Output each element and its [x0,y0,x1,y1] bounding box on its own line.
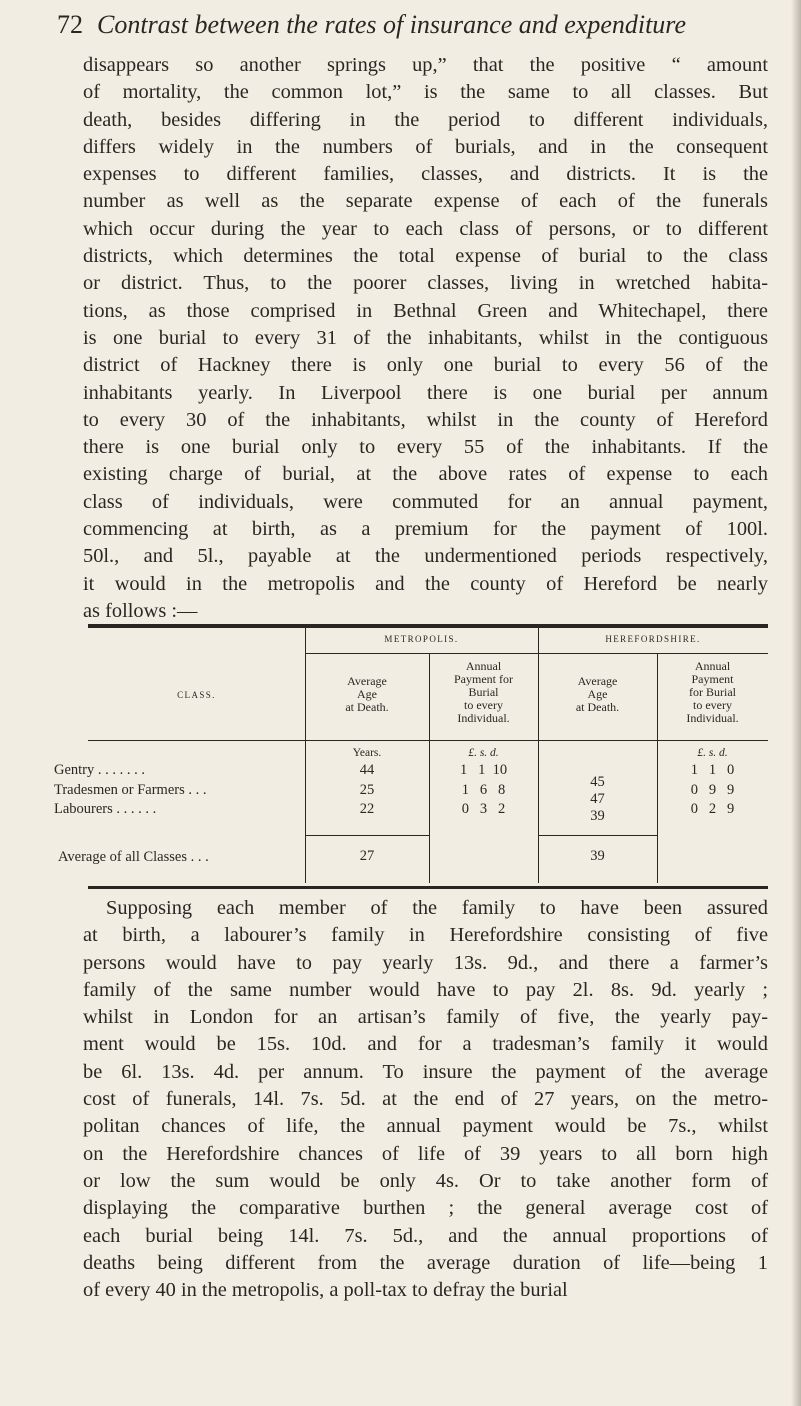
text-line: on the Herefordshire chances of life of 39 years to all born high [83,1142,768,1165]
text-line: displaying the comparative burthen ; the general average cost of [83,1197,768,1220]
text-line: cost of funerals, 14l. 7s. 5d. at the end of 27 years, on the metro- [83,1088,768,1111]
units-years: Years. [352,747,382,759]
class-header: CLASS. [177,690,216,700]
text-line: districts, which determines the total expense of burial to the class [83,245,768,268]
cell-her-age: 39 [590,808,605,824]
cell-met-pay: 0 3 2 [461,801,506,817]
text-line: ment would be 15s. 10d. and for a tradesman’s family it would [83,1033,768,1056]
col-header-line: Payment [691,672,734,686]
col-header-line: Age [357,687,377,701]
units-lsd-metropolis: £. s. d. [468,747,499,759]
text-line: number as well as the separate expense of each of the funerals [83,190,768,213]
col-header-line: at Death. [575,700,620,714]
col-header-line: Burial [468,685,499,699]
col-header-line: to every [693,698,732,712]
cell-her-age: 47 [590,791,605,807]
burial-cost-table [54,624,768,889]
cell-her-pay: 0 2 9 [690,801,735,817]
text-line: whilst in London for an artisan’s family of five, the yearly pay- [83,1006,768,1029]
table-top-inner-rule [88,627,768,628]
row-class-labourers: Labourers . . . . . . [54,801,157,817]
text-line: 50l., and 5l., payable at the undermentioned periods respectively, [83,545,768,568]
text-line: there is one burial only to every 55 of the inhabitants. If the [83,436,768,459]
text-line: expenses to different families, classes, and districts. It is the [83,163,768,186]
text-line: each burial being 14l. 7s. 5d., and the annual proportions of [83,1224,768,1247]
text-line: deaths being different from the average duration of life—being 1 [83,1251,768,1274]
text-line: tions, as those comprised in Bethnal Green and Whitechapel, there [83,299,768,322]
col-header-line: Annual [694,659,731,673]
text-line: as follows :— [83,599,198,622]
text-line: politan chances of life, the annual payment would be 7s., whilst [83,1115,768,1138]
row-class-tradesmen: Tradesmen or Farmers . . . [54,782,207,798]
col-header-avg-age-metropolis [305,675,429,714]
text-line: it would in the metropolis and the county of Hereford be nearly [83,572,768,595]
cell-met-pay: 1 6 8 [461,782,506,798]
text-line: of every 40 in the metropolis, a poll-tax to defray the burial [83,1279,568,1302]
text-line: persons would have to pay yearly 13s. 9d., and there a farmer’s [83,951,768,974]
text-line: commencing at birth, as a premium for the payment of 100l. [83,518,768,541]
col-header-line: at Death. [345,700,389,714]
table-rule [538,835,657,836]
cell-her-age: 45 [590,774,605,790]
col-header-annual-payment-metropolis [429,660,538,725]
cell-her-avg-age: 39 [590,848,605,864]
col-header-line: Age [587,687,608,701]
text-line: which occur during the year to each class of persons, or to different [83,217,768,240]
col-header-line: for Burial [689,685,736,699]
col-header-line: Average [347,674,387,688]
text-line: family of the same number would have to pay 2l. 8s. 9d. yearly ; [83,978,768,1001]
col-header-line: Individual. [686,711,739,725]
running-head [57,9,777,41]
table-divider [538,627,539,883]
text-line: death, besides differing in the period to different individuals, [83,108,768,131]
paragraph-1 [83,52,768,625]
col-header-annual-payment-hereford [657,660,768,725]
text-line: class of individuals, were commuted for an annual payment, [83,490,768,513]
col-header-avg-age-hereford [538,675,657,714]
col-header-line: Annual [465,659,502,673]
cell-her-pay: 0 9 9 [690,782,735,798]
cell-met-pay: 1 1 10 [459,762,508,778]
metropolis-header: METROPOLIS. [384,634,459,644]
text-line: of mortality, the common lot,” is the same to all classes. But [83,81,768,104]
herefordshire-header: HEREFORDSHIRE. [605,634,701,644]
text-line: or low the sum would be only 4s. Or to take another form of [83,1169,768,1192]
text-line: disappears so another springs up,” that the positive “ amount [83,54,768,76]
row-class-average: Average of all Classes . . . [58,849,209,865]
cell-met-age: 25 [359,782,375,798]
table-rule [305,653,768,654]
cell-met-avg-age: 27 [359,848,375,864]
col-header-line: to every [464,698,503,712]
units-lsd-hereford: £. s. d. [697,747,728,759]
text-line: existing charge of burial, at the above rates of expense to each [83,463,768,486]
col-header-line: Average [577,674,618,688]
text-line: be 6l. 13s. 4d. per annum. To insure the payment of the average [83,1060,768,1083]
text-line: is one burial to every 31 of the inhabitants, whilst in the contiguous [83,326,768,349]
table-rule [88,740,768,741]
text-line: at birth, a labourer’s family in Herefordshire consisting of five [83,924,768,947]
paragraph-2 [83,895,768,1304]
row-class-gentry: Gentry . . . . . . . [54,762,146,778]
page-edge-shadow [791,0,801,1406]
cell-met-age: 22 [359,801,375,817]
text-line: district of Hackney there is only one burial to every 56 of the [83,354,768,377]
col-header-line: Individual. [457,711,510,725]
page-number: 72 [57,10,83,39]
table-rule [305,835,429,836]
text-line: to every 30 of the inhabitants, whilst in the county of Hereford [83,408,768,431]
col-header-line: Payment for [454,672,513,686]
cell-met-age: 44 [359,762,375,778]
text-line: differs widely in the numbers of burials, and in the consequent [83,135,768,158]
text-line: Supposing each member of the family to have been assured [106,897,768,919]
cell-her-pay: 1 1 0 [690,762,735,778]
text-line: inhabitants yearly. In Liverpool there is one burial per annum [83,381,768,404]
running-title: Contrast between the rates of insurance and expenditure [97,10,686,39]
text-line: or district. Thus, to the poorer classes, living in wretched habita- [83,272,768,295]
